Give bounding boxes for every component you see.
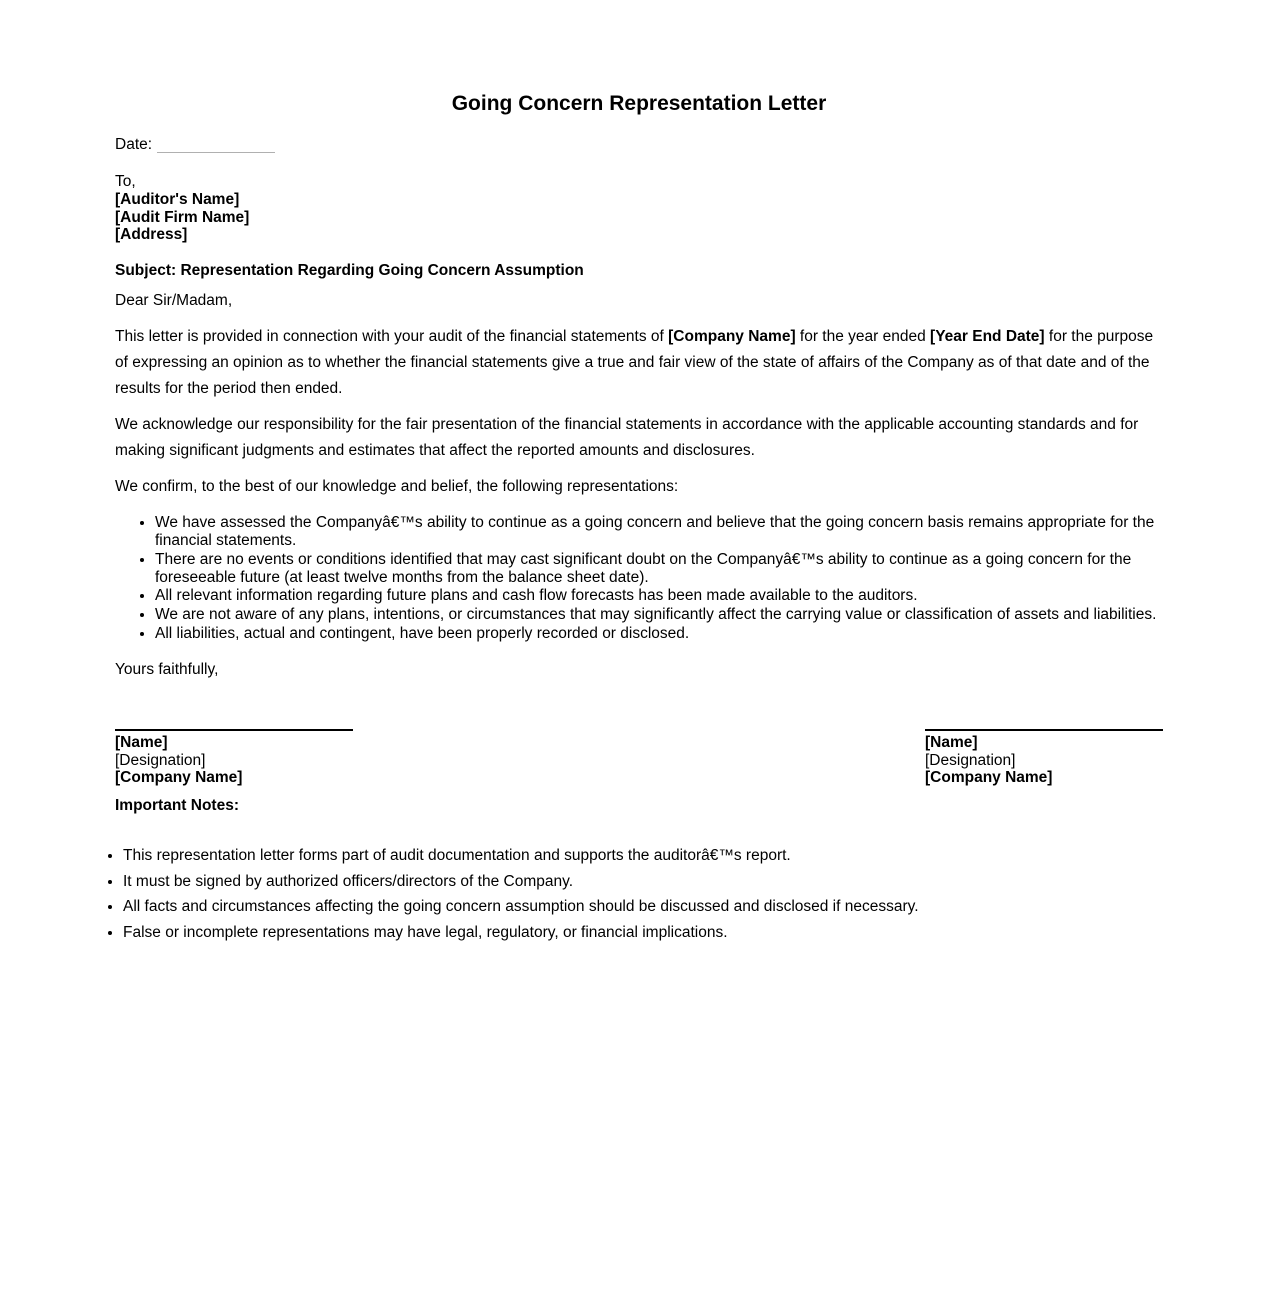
signatory-company: [Company Name] xyxy=(115,769,243,787)
page-title: Going Concern Representation Letter xyxy=(451,92,827,115)
notes-list xyxy=(115,843,1163,945)
signatory-company: [Company Name] xyxy=(925,769,1053,787)
representation-item: • We are not aware of any plans, intentions, or circumstances that may significantly affect the carrying value or classification of assets and liabilities. xyxy=(155,606,1163,624)
signatory-name: [Name] xyxy=(925,733,978,751)
signatory-designation: [Designation] xyxy=(925,751,1016,769)
representation-item: • We have assessed the Companyâ€™s ability to continue as a going concern and believe that the going concern basis remains appropriate for the financial statements. xyxy=(155,514,1163,550)
paragraph-intro xyxy=(115,324,1163,402)
signatory-name: [Name] xyxy=(115,733,168,751)
recipient-to: To, xyxy=(115,173,136,190)
signature-right xyxy=(925,729,1163,787)
intro-text-mid: for the year ended xyxy=(795,328,931,346)
paragraph-confirm-lead: We confirm, to the best of our knowledge and belief, the following representations: xyxy=(115,478,679,496)
note-item: • This representation letter forms part of audit documentation and supports the auditorâ€™s report. xyxy=(123,843,1163,869)
note-item: • All facts and circumstances affecting the going concern assumption should be discussed and disclosed if necessary. xyxy=(123,894,1163,920)
intro-text-pre: This letter is provided in connection with your audit of the financial statements of xyxy=(115,328,669,346)
representation-item: • All liabilities, actual and contingent, have been properly recorded or disclosed. xyxy=(155,625,1163,643)
year-end-placeholder: [Year End Date] xyxy=(930,328,1045,346)
date-row xyxy=(115,136,1163,153)
signature-line xyxy=(925,729,1163,731)
signatory-designation: [Designation] xyxy=(115,751,206,769)
signature-row xyxy=(115,729,1163,787)
signature-line xyxy=(115,729,353,731)
salutation: Dear Sir/Madam, xyxy=(115,292,233,310)
intro-text-post: for the purpose of expressing an opinion as to whether the financial statements give a true and fair view of the state of affairs of the Company as of that date and of the results for the period then ended. xyxy=(115,328,1154,398)
paragraph-responsibility: We acknowledge our responsibility for the fair presentation of the financial statements in accordance with the applicable accounting standards and for making significant judgments and estimates that affect the reported amounts and disclosures. xyxy=(115,416,1139,460)
date-label: Date: xyxy=(115,136,153,153)
representation-item: • All relevant information regarding future plans and cash flow forecasts has been made available to the auditors. xyxy=(155,587,1163,605)
recipient-auditor-name: [Auditor's Name] xyxy=(115,190,240,208)
closing: Yours faithfully, xyxy=(115,660,219,678)
recipient-block xyxy=(115,173,1163,244)
recipient-address: [Address] xyxy=(115,226,188,244)
company-name-placeholder: [Company Name] xyxy=(668,328,796,346)
document-page xyxy=(115,0,1163,1065)
representation-item: • There are no events or conditions identified that may cast significant doubt on the Companyâ€™s ability to continue as a going concern for the foreseeable future (at least twelve months from the balance sheet date). xyxy=(155,551,1163,587)
representations-list xyxy=(115,514,1163,643)
note-item: • It must be signed by authorized officers/directors of the Company. xyxy=(123,869,1163,895)
subject-line: Subject: Representation Regarding Going Concern Assumption xyxy=(115,262,584,280)
date-blank-line xyxy=(157,137,275,153)
recipient-firm-name: [Audit Firm Name] xyxy=(115,208,250,226)
signature-left xyxy=(115,729,353,787)
notes-heading: Important Notes: xyxy=(115,797,239,815)
note-item: • False or incomplete representations may have legal, regulatory, or financial implications. xyxy=(123,920,1163,946)
